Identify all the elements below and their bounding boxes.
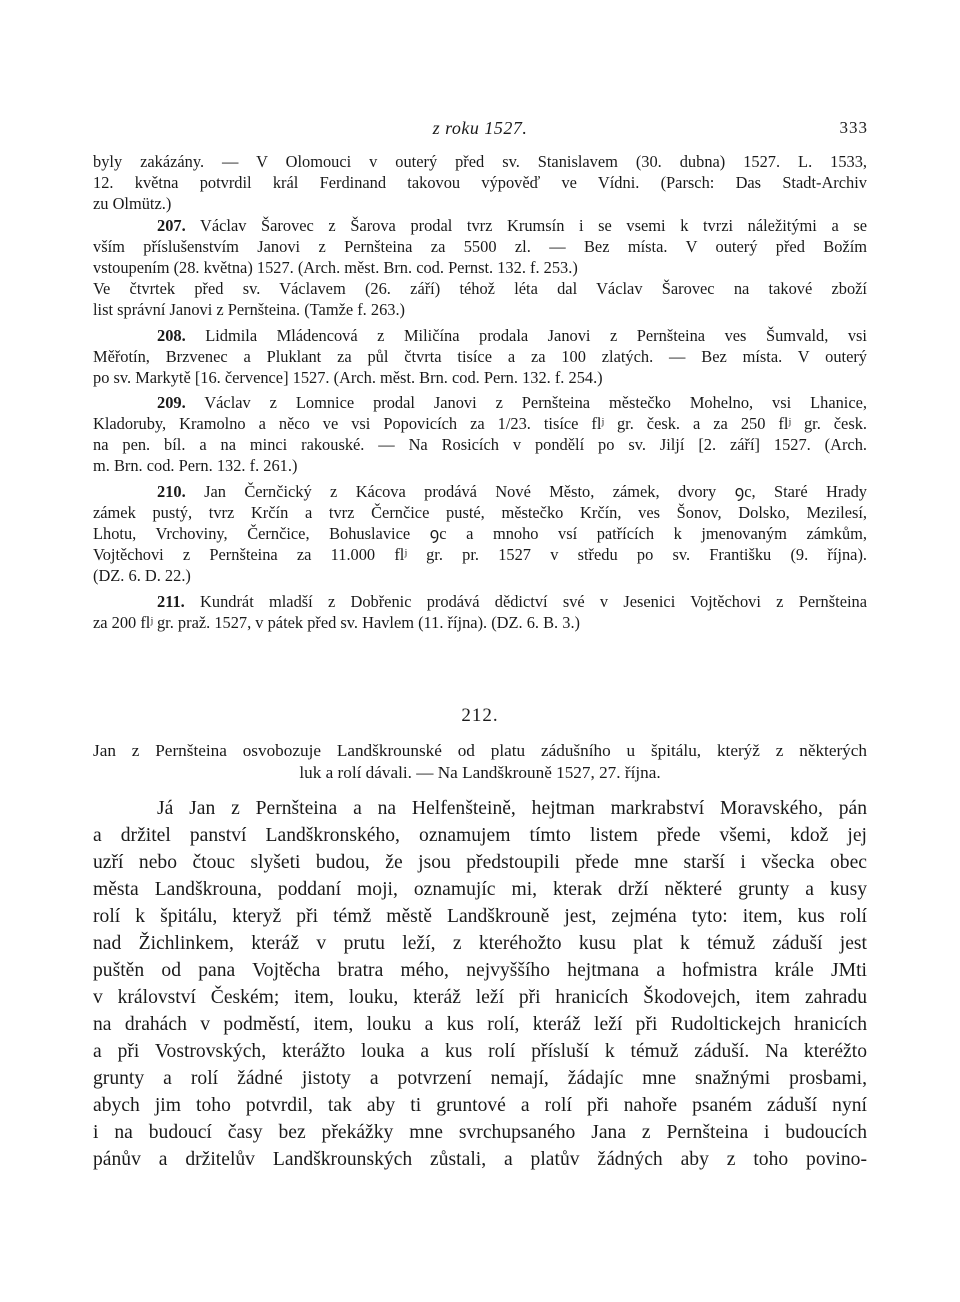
body-line: abych jim toho potvrdil, tak aby ti gruntové a rolí při nahoře psaném záduší nyní [93,1095,867,1116]
text-line: 207. Václav Šarovec z Šarova prodal tvrz Krumsín i se vsemi k tvrzi náležitými a se [157,216,867,235]
text-line: po sv. Markytě [16. července] 1527. (Arch. měst. Brn. cod. Pern. 132. f. 254.) [93,368,603,387]
running-header [0,118,960,146]
body-line: nad Žichlinkem, kteráž v prutu leží, z kteréhožto kusu plat k témuž záduší jest [93,933,867,954]
text-line: 210. Jan Černčický z Kácova prodává Nové Město, zámek, dvory ꝯc, Staré Hrady [157,482,867,501]
text-line: zu Olmütz.) [93,194,172,213]
text-line: Kladoruby, Kramolno a něco ve vsi Popovicích za 1/23. tisíce flʲ gr. česk. a za 250 flʲ gr. česk. [93,414,867,433]
text-line: Měřotín, Brzvenec a Pluklant za půl čtvrta tisíce a za 100 zlatých. — Bez místa. V outerý [93,347,867,366]
text-line: m. Brn. cod. Pern. 132. f. 261.) [93,456,298,475]
body-line: v království Českém; item, louku, kteráž leží při hranicích Škodovejch, item zahradu [93,987,867,1008]
text-line: 209. Václav z Lomnice prodal Janovi z Pernšteina městečko Mohelno, vsi Lhanice, [157,393,867,412]
text-line: (DZ. 6. D. 22.) [93,566,191,585]
text-line: Lhotu, Vrchoviny, Černčice, Bohuslavice ꝯc a mnoho vsí patřících k jmenovaným zámkům, [93,524,867,543]
text-line: na pen. bíl. a na minci rakouské. — Na Rosicích v pondělí po sv. Jiljí [2. září] 1527. (Arch. [93,435,867,454]
body-line: grunty a rolí žádné jistoty a potvrzení nemají, žádajíc mne snažnými prosbami, [93,1068,867,1089]
text-line: Ve čtvrtek před sv. Václavem (26. září) téhož léta dal Václav Šarovec na takové zboží [93,279,867,298]
text-line: 208. Lidmila Mládencová z Miličína prodala Janovi z Pernšteina ves Šumvald, vsi [157,326,867,345]
body-line: a držitel panství Landškronského, oznamujem tímto listem přede všemi, kdož jej [93,825,867,846]
text-line: list správní Janovi z Pernšteina. (Tamže f. 263.) [93,300,406,319]
body-line: uzří nebo čtouc slyšeti budou, že jsou předstoupili přede mne starší i všecka obec [93,852,867,873]
running-title: z roku 1527. [432,118,528,138]
body-line: i na budoucí časy bez překážky mne svrchupsaného Jana z Pernšteina i budoucích [93,1122,867,1143]
text-line: vším příslušenstvím Janovi z Pernšteina za 5500 zl. — Bez místa. V outerý před Božím [93,237,867,256]
body-line: rolí k špitálu, kteryž při témž městě Landškrouně jest, zejména tyto: item, kus rolí [93,906,867,927]
heading-line: luk a rolí dávali. — Na Landškrouně 1527, 27. října. [299,763,661,782]
text-line: vstoupením (28. května) 1527. (Arch. měst. Brn. cod. Pernst. 132. f. 253.) [93,258,578,277]
text-line: zámek pustý, tvrz Krčín a tvrz Černčice pusté, městečko Krčín, ves Šonov, Dolsko, Mezilesí, [93,503,867,522]
text-line: Vojtěchovi z Pernšteina za 11.000 flʲ gr. pr. 1527 v středu po sv. Františku (9. října). [93,545,867,564]
heading-line: Jan z Pernšteina osvobozuje Landškrounské od platu zádušního u špitálu, kterýž z některých [93,741,867,760]
text-line: byly zakázány. — V Olomouci v outerý před sv. Stanislavem (30. dubna) 1527. L. 1533, [93,152,867,171]
body-line: a při Vostrovských, kterážto louka a kus rolí přísluší k témuž záduší. Na kteréžto [93,1041,867,1062]
text-line: za 200 flʲ gr. praž. 1527, v pátek před sv. Havlem (11. října). (DZ. 6. B. 3.) [93,613,580,632]
document-number: 212. [461,705,499,726]
body-line: města Landškrouna, poddaní moji, oznamujíc mi, kterak drží některé grunty a kusy [93,879,867,900]
body-line: na drahách v podměstí, item, louku a kus rolí, kteráž leží při Rudoltickejch hranicích [93,1014,867,1035]
body-line: Já Jan z Pernšteina a na Helfenšteině, hejtman markrabství Moravského, pán [157,798,867,819]
text-line: 12. května potvrdil král Ferdinand takovou výpověď ve Vídni. (Parsch: Das Stadt-Archiv [93,173,867,192]
text-line: 211. Kundrát mladší z Dobřenic prodává dědictví své v Jesenici Vojtěchovi z Pernšteina [157,592,867,611]
body-line: puštěn od pana Vojtěcha bratra mého, nejvyššího hejtmana a hofmistra krále JMti [93,960,867,981]
body-line: pánův a držitelův Landškrounských zůstali, a platův žádných aby z toho povino- [93,1149,867,1170]
page-number: 333 [839,118,868,137]
